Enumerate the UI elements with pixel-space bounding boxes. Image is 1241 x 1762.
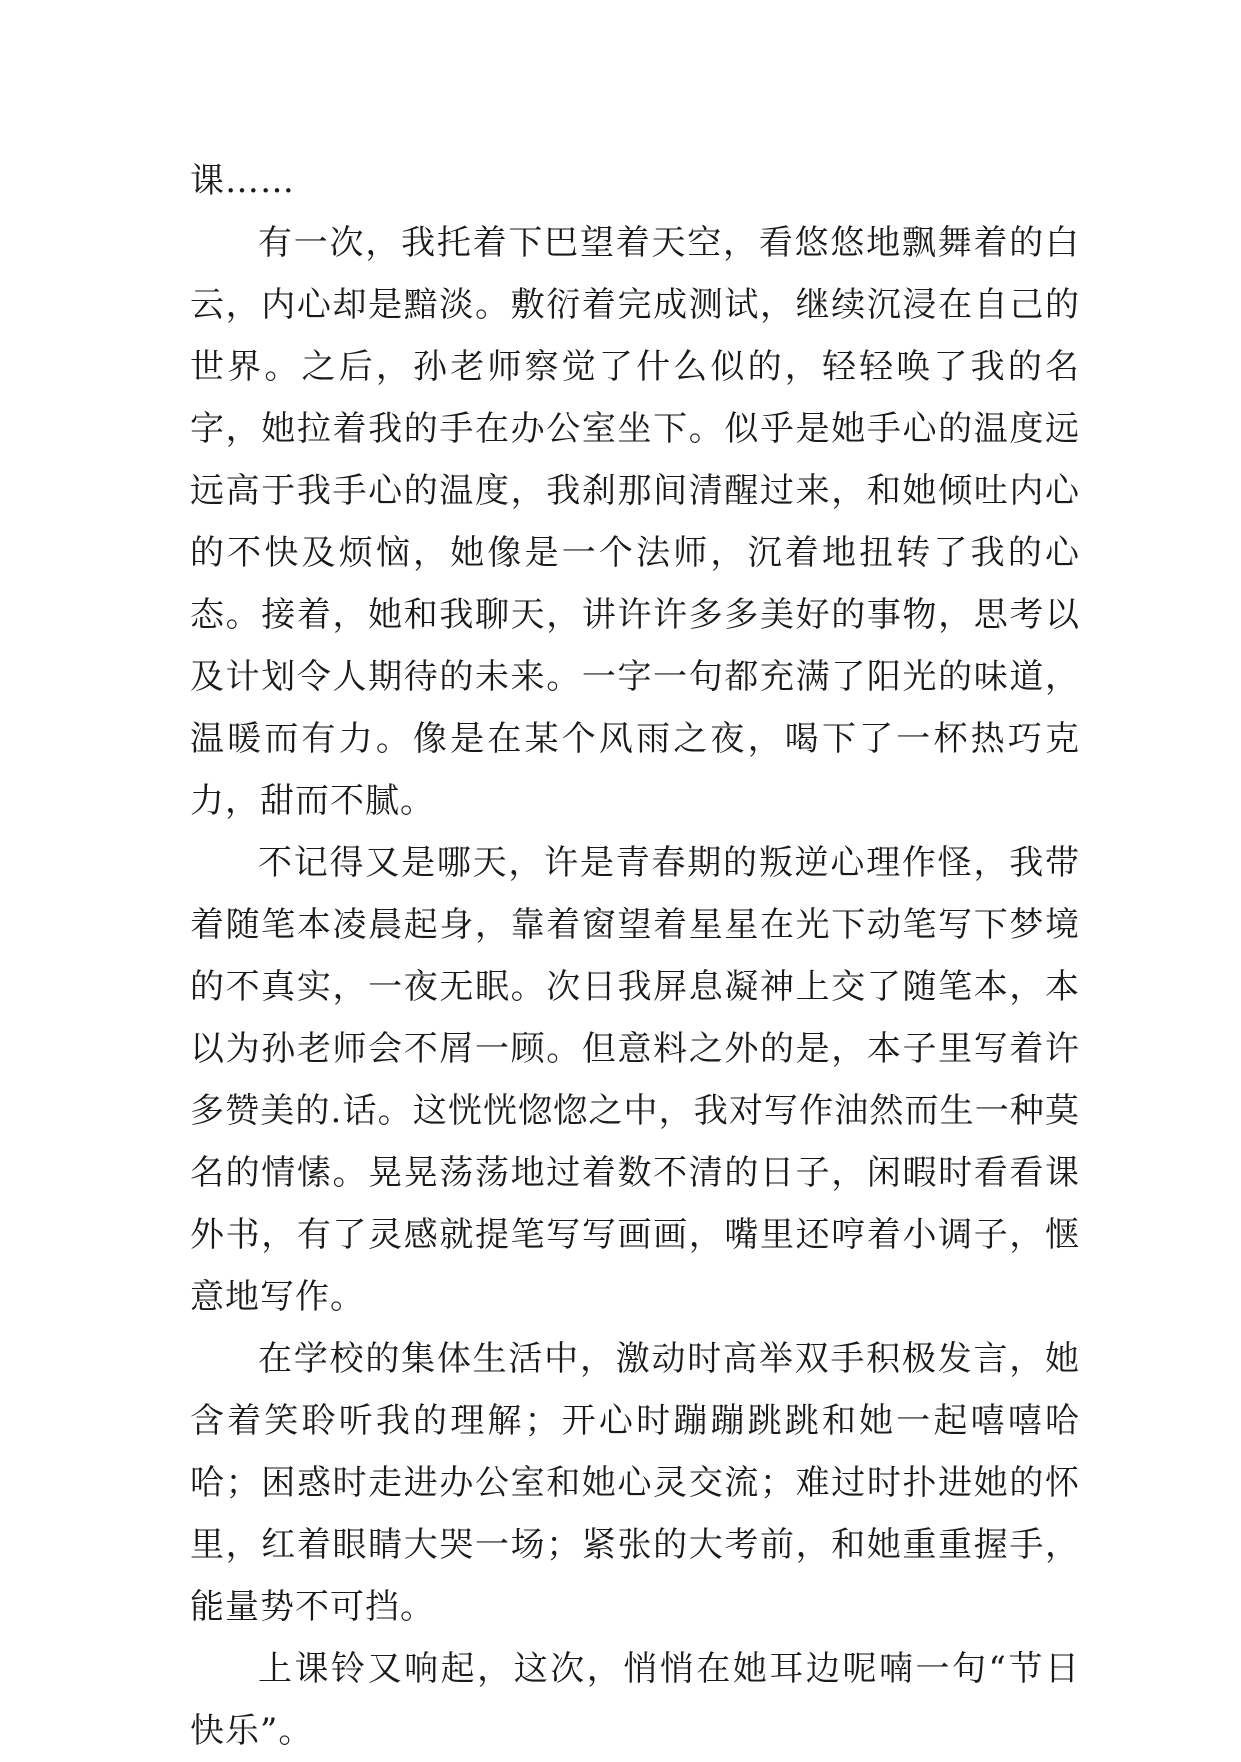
- paragraph-4: 上课铃又响起，这次，悄悄在她耳边呢喃一句“节日快乐”。: [190, 1649, 1080, 1751]
- paragraph-3: 在学校的集体生活中，激动时高举双手积极发言，她含着笑聆听我的理解；开心时蹦蹦跳跳和她一起嘻嘻哈哈；困惑时走进办公室和她心灵交流；难过时扑进她的怀里，红着眼睛大哭一场；紧张的大考前，和她重重握手，能量势不可挡。: [190, 1339, 1080, 1627]
- paragraph-continuation: 课……: [190, 161, 295, 201]
- paragraph-2: 不记得又是哪天，许是青春期的叛逆心理作怪，我带着随笔本凌晨起身，靠着窗望着星星在光下动笔写下梦境的不真实，一夜无眠。次日我屏息凝神上交了随笔本，本以为孙老师会不屑一顾。但意料之外的是，本子里写着许多赞美的.话。这恍恍惚惚之中，我对写作油然而生一种莫名的情愫。晃晃荡荡地过着数不清的日子，闲暇时看看课外书，有了灵感就提笔写写画画，嘴里还哼着小调子，惬意地写作。: [190, 843, 1080, 1317]
- body-text: [190, 150, 1080, 1762]
- paragraph-1: 有一次，我托着下巴望着天空，看悠悠地飘舞着的白云，内心却是黯淡。敷衍着完成测试，继续沉浸在自己的世界。之后，孙老师察觉了什么似的，轻轻唤了我的名字，她拉着我的手在办公室坐下。似乎是她手心的温度远远高于我手心的温度，我刹那间清醒过来，和她倾吐内心的不快及烦恼，她像是一个法师，沉着地扭转了我的心态。接着，她和我聊天，讲许许多多美好的事物，思考以及计划令人期待的未来。一字一句都充满了阳光的味道，温暖而有力。像是在某个风雨之夜，喝下了一杯热巧克力，甜而不腻。: [190, 223, 1080, 821]
